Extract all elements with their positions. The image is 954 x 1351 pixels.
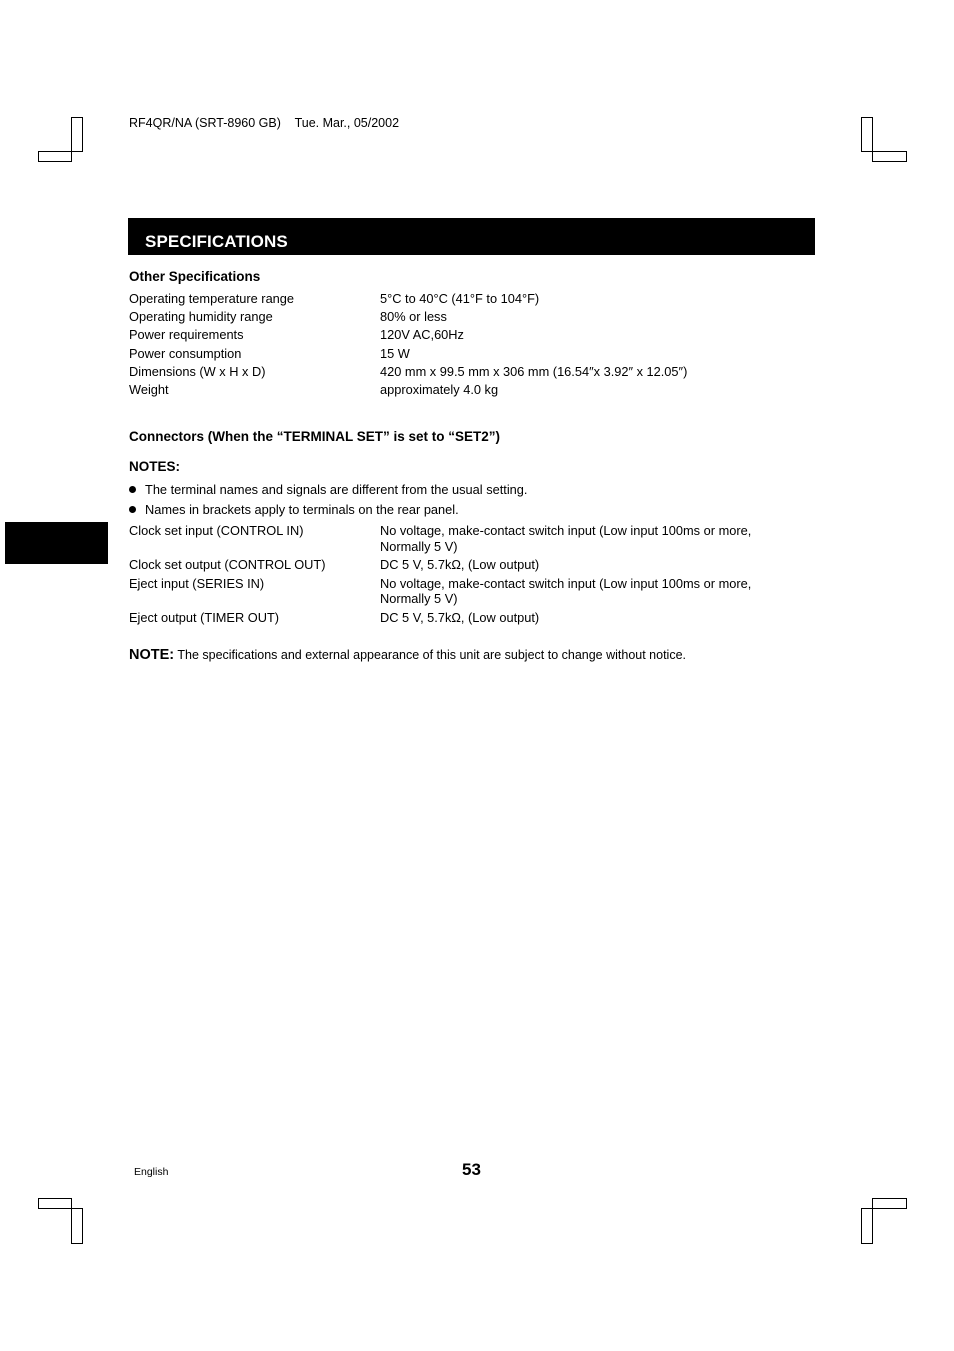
spec-label: Operating humidity range: [129, 309, 273, 324]
note-bullet: [129, 502, 459, 517]
page-number: 53: [462, 1160, 481, 1179]
crop-mark: [861, 117, 873, 152]
connector-label: Eject input (SERIES IN): [129, 576, 265, 591]
connector-value: No voltage, make-contact switch input (Low input 100ms or more,: [380, 523, 752, 538]
spec-value: 5°C to 40°C (41°F to 104°F): [380, 291, 540, 306]
spec-value: approximately 4.0 kg: [380, 382, 499, 397]
connector-label: Clock set output (CONTROL OUT): [129, 557, 326, 572]
crop-mark: [71, 1208, 83, 1244]
connector-value-cont: Normally 5 V): [380, 539, 458, 554]
spec-value: 420 mm x 99.5 mm x 306 mm (16.54″x 3.92″ x 12.05″): [380, 364, 688, 379]
spec-value: 120V AC,60Hz: [380, 327, 464, 342]
print-date: Tue. Mar., 05/2002: [294, 116, 400, 130]
connector-label: Eject output (TIMER OUT): [129, 610, 280, 625]
connectors-heading: Connectors (When the “TERMINAL SET” is set to “SET2”): [129, 429, 501, 444]
crop-mark: [38, 1198, 72, 1209]
spec-label: Weight: [129, 382, 169, 397]
spec-label: Operating temperature range: [129, 291, 295, 306]
crop-mark: [71, 117, 83, 152]
spec-value: 80% or less: [380, 309, 447, 324]
note-text: The terminal names and signals are different from the usual setting.: [145, 482, 528, 497]
section-title: SPECIFICATIONS: [145, 232, 288, 251]
connector-value-cont: Normally 5 V): [380, 591, 458, 606]
spec-label: Power requirements: [129, 327, 244, 342]
other-specs-heading: Other Specifications: [129, 269, 261, 284]
note-label: NOTE:: [129, 647, 175, 663]
crop-mark: [872, 151, 907, 162]
footer-language: English: [134, 1166, 169, 1178]
bullet-icon: [129, 486, 136, 493]
connector-value: DC 5 V, 5.7kΩ, (Low output): [380, 557, 540, 572]
crop-mark: [38, 151, 72, 162]
side-tab: [5, 522, 108, 564]
note-text: Names in brackets apply to terminals on the rear panel.: [145, 502, 459, 517]
connector-label: Clock set input (CONTROL IN): [129, 523, 304, 538]
bullet-icon: [129, 506, 136, 513]
spec-label: Dimensions (W x H x D): [129, 364, 266, 379]
model-code: RF4QR/NA (SRT-8960 GB): [129, 116, 281, 130]
note-body: The specifications and external appearance of this unit are subject to change without notice.: [177, 648, 687, 662]
spec-value: 15 W: [380, 346, 410, 361]
crop-mark: [872, 1198, 907, 1209]
change-notice: [129, 647, 686, 663]
notes-heading: NOTES:: [129, 459, 181, 474]
note-bullet: [129, 482, 527, 497]
section-title-bar: [128, 218, 815, 255]
connector-value: DC 5 V, 5.7kΩ, (Low output): [380, 610, 540, 625]
document-header: [129, 116, 399, 130]
crop-mark: [861, 1208, 873, 1244]
spec-label: Power consumption: [129, 346, 242, 361]
connector-value: No voltage, make-contact switch input (Low input 100ms or more,: [380, 576, 752, 591]
